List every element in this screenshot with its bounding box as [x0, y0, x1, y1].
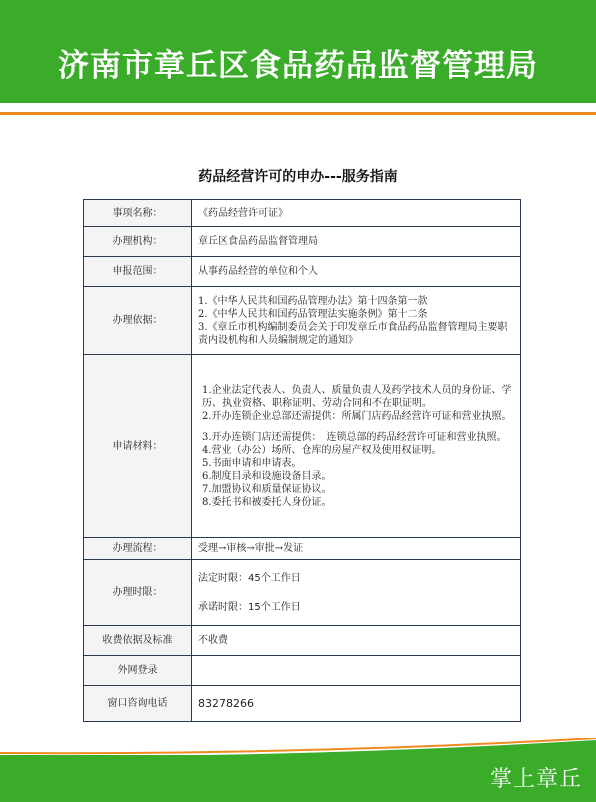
row-value-scope: 从事药品经营的单位和个人 — [192, 257, 521, 287]
row-label: 办理时限： — [84, 560, 192, 626]
row-value-item-name: 《药品经营许可证》 — [192, 200, 521, 227]
row-value-fees: 不收费 — [192, 626, 521, 656]
row-label: 事项名称： — [84, 200, 192, 227]
row-value-time-limit: 法定时限：45个工作日 承诺时限：15个工作日 — [192, 560, 521, 626]
document-title: 药品经营许可的申办---服务指南 — [198, 169, 398, 185]
table-row — [84, 355, 521, 538]
table-row — [84, 287, 521, 355]
table-row — [84, 560, 521, 626]
row-value-agency: 章丘区食品药品监督管理局 — [192, 227, 521, 257]
row-label: 办理流程： — [84, 538, 192, 560]
row-label: 外网登录 — [84, 656, 192, 686]
table-row — [84, 656, 521, 686]
row-value-materials: 1.企业法定代表人、负责人、质量负责人及药学技术人员的身份证、学历、执业资格、职称证明、劳动合同和不在职证明。 2.开办连锁企业总部还需提供：所属门店药品经营许可证和营业执照。 3.开办连锁门店还需提供： 连锁总部的药品经营许可证和营业执照。 4.营业（办公）场所、仓库的房屋产权及使用权证明。 5.书面申请和申请表。 6.制度目录和设施设备目录。 7.加盟协议和质量保证协议。 8.委托书和被委托人身份证。 — [192, 355, 521, 538]
table-row — [84, 626, 521, 656]
row-label: 窗口咨询电话 — [84, 686, 192, 722]
header-title: 济南市章丘区食品药品监督管理局 — [58, 48, 538, 84]
row-value-basis: 1.《中华人民共和国药品管理办法》第十四条第一款 2.《中华人民共和国药品管理法实施条例》第十二条 3.《章丘市机构编制委员会关于印发章丘市食品药品监督管理局主要职责内设机构和人员编制规定的通知》 — [192, 287, 521, 355]
row-value-phone: 83278266 — [192, 686, 521, 722]
table-row — [84, 538, 521, 560]
row-value-online — [192, 656, 521, 686]
row-label: 申报范围： — [84, 257, 192, 287]
service-guide-table — [83, 199, 521, 722]
table-row — [84, 257, 521, 287]
header-banner — [0, 0, 596, 103]
row-value-process: 受理→审核→审批→发证 — [192, 538, 521, 560]
table-row — [84, 227, 521, 257]
footer-logo: 掌上章丘 — [489, 767, 582, 792]
row-label: 收费依据及标准 — [84, 626, 192, 656]
table-row — [84, 686, 521, 722]
table-row — [84, 200, 521, 227]
row-label: 办理机构： — [84, 227, 192, 257]
row-label: 申请材料： — [84, 355, 192, 538]
row-label: 办理依据： — [84, 287, 192, 355]
header-divider — [0, 112, 596, 115]
